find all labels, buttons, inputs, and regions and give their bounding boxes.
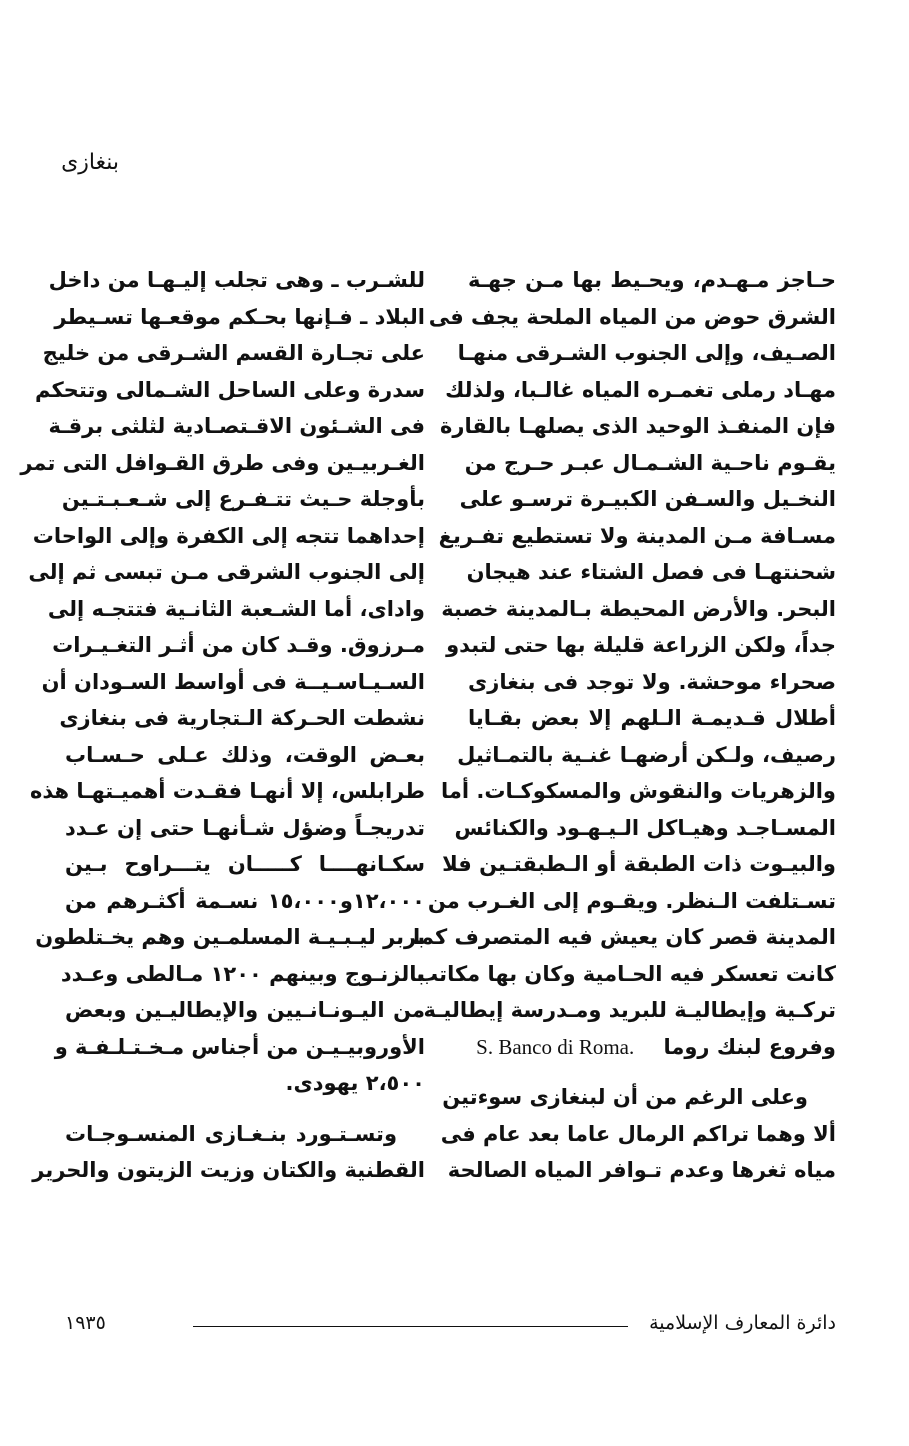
text-line: المدينة قصر كان يعيش فيه المتصرف كما bbox=[413, 925, 836, 949]
text-line: والبيـوت ذات الطبقة أو الـطبقتـين فلا bbox=[442, 852, 836, 876]
text-line: البحر. والأرض المحيطة بـالمدينة خصبة bbox=[441, 596, 836, 621]
text-line: بالزنـوج وبينهم ١٢٠٠ مـالطى وعـدد bbox=[60, 961, 425, 986]
text-line: البلاد ـ فـإنها بحـكم موقعـها تسـيطر bbox=[54, 304, 425, 329]
page-footer bbox=[65, 1312, 836, 1342]
page-number: ١٩٣٥ bbox=[65, 1312, 106, 1334]
text-line: جداً، ولكن الزراعة قليلة بها حتى لتبدو bbox=[446, 633, 836, 657]
paragraph bbox=[32, 1116, 425, 1189]
text-line: النخـيل والسـفن الكبيـرة ترسـو على bbox=[459, 487, 836, 511]
text-line: حـاجز مـهـدم، ويحـيط بها مـن جهـة bbox=[468, 268, 836, 292]
text-line: وعلى الرغم من أن لبنغازى سوءتين bbox=[442, 1085, 808, 1109]
text-line: نشطت الحـركة الـتجارية فى بنغازى bbox=[59, 706, 425, 730]
text-line: القطنية والكتان وزيت الزيتون والحرير bbox=[32, 1158, 425, 1182]
text-line: فإن المنفـذ الوحيد الذى يصلهـا بالقارة bbox=[439, 414, 836, 438]
text-line: مياه ثغرها وعدم تـوافر المياه الصالحة bbox=[447, 1158, 836, 1182]
text-line: طرابلس، إلا أنهـا فقـدت أهميـتهـا هذه bbox=[29, 779, 425, 803]
text-line: وتسـتـورد بنـغـازى المنسـوجـات bbox=[65, 1121, 397, 1146]
text-line: إحداهما تتجه إلى الكفرة وإلى الواحات bbox=[32, 523, 425, 548]
text-line: من اليـونـانـيين والإيطاليـين وبعض bbox=[65, 998, 425, 1022]
text-line: إلى الجنوب الشرقى مـن تبسى ثم إلى bbox=[28, 560, 425, 584]
text-line: الأوروبيـيـن من أجناس مـخـتـلـفـة و bbox=[54, 1034, 425, 1059]
text-line: بربر ليـبـيـة المسلمـين وهم يخـتلطون bbox=[35, 925, 425, 949]
text-line: ٢،٥٠٠ يهودى. bbox=[285, 1071, 425, 1095]
text-line: سدرة وعلى الساحل الشـمالى وتتحكم bbox=[35, 377, 425, 402]
text-line: فى الشـئون الاقـتصـادية لثلثى برقـة bbox=[48, 414, 425, 438]
text-line-arabic: وفروع لبنك روما bbox=[663, 1034, 836, 1059]
text-line: يقـوم ناحـية الشـمـال عبـر حـرج من bbox=[464, 450, 836, 475]
text-line: رصيف، ولـكن أرضهـا غنـية بالتمـاثيل bbox=[457, 742, 836, 767]
text-line: الغـربيـين وفى طرق القـوافل التى تمر bbox=[20, 450, 425, 475]
text-line: السـيـاسـيــة فى أواسط السـودان أن bbox=[41, 669, 425, 694]
text-line: تركـية وإيطاليـة للبريد ومـدرسة إيطاليـة bbox=[423, 998, 836, 1022]
text-line: والزهريات والنقوش والمسكوكـات. أما bbox=[440, 779, 836, 803]
text-line: أطلال قـديمـة الـلهم إلا بعض بقـايا bbox=[468, 706, 836, 730]
running-header-title: بنغازى bbox=[61, 150, 119, 175]
paragraph bbox=[440, 1079, 836, 1189]
text-line: كانت تعسكر فيه الحـامية وكان بها مكاتب bbox=[416, 961, 836, 986]
text-line: للشـرب ـ وهى تجلب إليـهـا من داخل bbox=[48, 268, 425, 292]
text-line bbox=[468, 1029, 836, 1066]
text-line: سكـانهــــا كـــــان يتـــراوح بـين bbox=[65, 852, 425, 876]
footer-rule bbox=[193, 1326, 628, 1327]
paragraph-gap bbox=[468, 1065, 836, 1079]
text-line: تسـتلفت الـنظر. ويقـوم إلى الغـرب من bbox=[427, 888, 836, 913]
text-line: شحنتهـا فى فصل الشتاء عند هيجان bbox=[466, 560, 836, 584]
paragraph-gap bbox=[65, 1102, 425, 1116]
text-line: مهـاد رملى تغمـره المياه غالـبا، ولذلك bbox=[445, 377, 836, 402]
text-line: بأوجلة حـيث تتـفـرع إلى شـعـبـتـين bbox=[61, 487, 425, 511]
text-line: واداى، أما الشـعبة الثانـية فتتجـه إلى bbox=[47, 596, 425, 621]
text-line: الصـيف، وإلى الجنوب الشـرقى منهـا bbox=[457, 341, 836, 365]
text-line: تدريجـاً وضؤل شـأنهـا حتى إن عـدد bbox=[65, 815, 425, 840]
text-line: على تجـارة القسم الشـرقى من خليج bbox=[42, 341, 425, 365]
text-line: مسـافة مـن المدينة ولا تستطيع تفـريغ bbox=[438, 523, 836, 548]
footer-journal-title: دائرة المعارف الإسلامية bbox=[649, 1312, 836, 1334]
text-line: بعـض الوقت، وذلك عـلى حـسـاب bbox=[65, 742, 425, 767]
text-line: ألا وهما تراكم الرمال عاما بعد عام فى bbox=[440, 1121, 836, 1146]
text-line: ١٢،٠٠٠و١٥،٠٠٠ نسـمة أكثـرهم من bbox=[65, 888, 425, 913]
text-line: المسـاجـد وهيـاكل الـيـهـود والكنائس bbox=[454, 815, 836, 840]
text-line-latin: S. Banco di Roma. bbox=[476, 1034, 635, 1059]
text-line: الشرق حوض من المياه الملحة يجف فى bbox=[428, 304, 836, 329]
right-column bbox=[413, 262, 836, 1189]
left-column bbox=[20, 262, 425, 1189]
text-line: صحراء موحشة. ولا توجد فى بنغازى bbox=[468, 669, 836, 694]
paragraph bbox=[20, 262, 425, 1065]
paragraph bbox=[413, 262, 836, 1029]
text-line: مـرزوق. وقـد كان من أثـر التغـيـرات bbox=[52, 633, 425, 657]
